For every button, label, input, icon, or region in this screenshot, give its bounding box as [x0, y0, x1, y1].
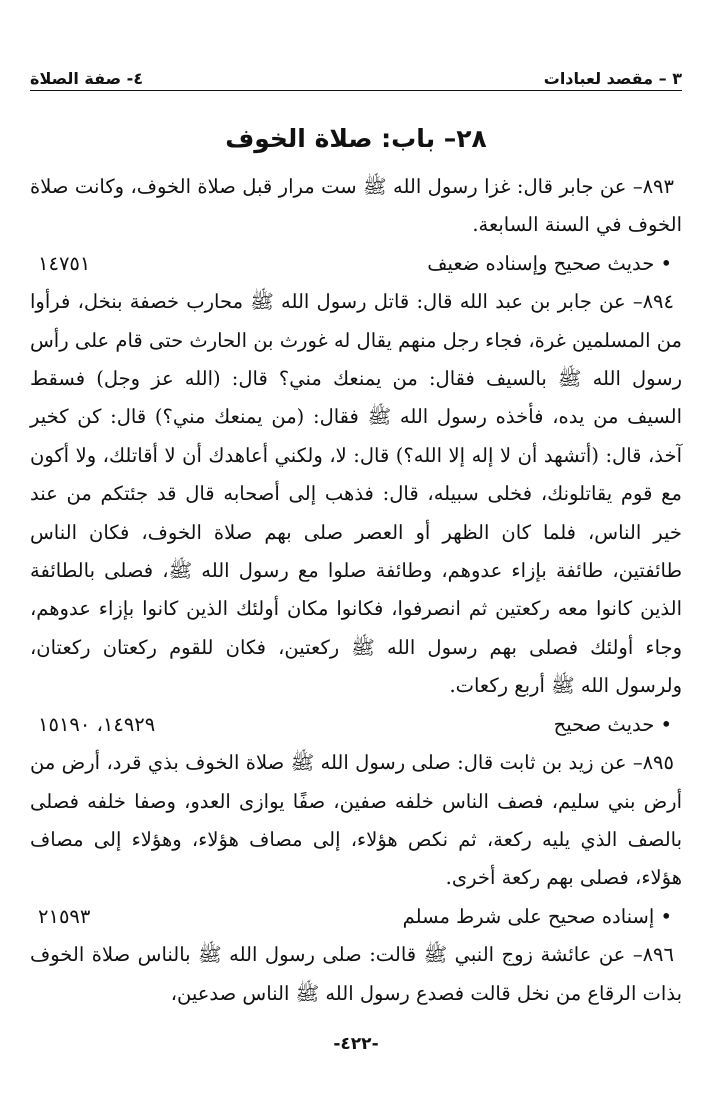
page-number: -٤٢٢-: [333, 1034, 379, 1054]
hadith-list: [30, 168, 682, 1013]
hadith-894-text: ٨٩٤– عن جابر بن عبد الله قال: قاتل رسول الله ﷺ محارب خصفة بنخل، فرأوا من المسلمين غرة، فجاء رجل منهم يقال له غورث بن الحارث حتى قام على رأس رسول الله ﷺ بالسيف فقال: من يمنعك مني؟ قال: (الله عز وجل) فسقط السيف من يده، فأخذه رسول الله ﷺ فقال: (من يمنعك مني؟) قال: كن كخير آخذ، قال: (أتشهد أن لا إله إلا الله؟) قال: لا، ولكني أعاهدك أن لا أقاتلك، ولا أكون مع قوم يقاتلونك، فخلى سبيله، قال: فذهب إلى أصحابه قال قد جئتكم من عند خير الناس، فلما كان الظهر أو العصر صلى بهم صلاة الخوف، فكان الناس طائفتين، طائفة بإزاء عدوهم، وطائفة صلوا مع رسول الله ﷺ، فصلى بالطائفة الذين كانوا معه ركعتين ثم انصرفوا، فكانوا مكان أولئك الذين كانوا بإزاء عدوهم، وجاء أولئك فصلى بهم رسول الله ﷺ ركعتين، فكان للقوم ركعتان ركعتان، ولرسول الله ﷺ أربع ركعات.: [30, 290, 682, 698]
hadith-895-grading-row: [30, 898, 682, 936]
hadith-894-grading: • حديث صحيح: [553, 712, 672, 736]
hadith-896-text: ٨٩٦– عن عائشة زوج النبي ﷺ قالت: صلى رسول الله ﷺ بالناس صلاة الخوف بذات الرقاع من نخل قالت فصدع رسول الله ﷺ الناس صدعين،: [30, 943, 682, 1005]
hadith-893-reference: ١٤٧٥١: [38, 251, 91, 275]
chapter-title: ٢٨– باب: صلاة الخوف: [225, 124, 487, 153]
header-chapter-title: ٤- صفة الصلاة: [30, 69, 144, 88]
hadith-894-grading-row: [30, 706, 682, 744]
running-header: [30, 58, 682, 88]
hadith-895-grading: • إسناده صحيح على شرط مسلم: [402, 904, 672, 928]
hadith-895-text: ٨٩٥– عن زيد بن ثابت قال: صلى رسول الله ﷺ صلاة الخوف بذي قرد، أرض من أرض بني سليم، فصف الناس خلفه صفين، صفًا يوازى العدو، وصفا خلفه فصلى بالصف الذي يليه ركعة، ثم نكص هؤلاء، إلى مصاف هؤلاء، وهؤلاء إلى مصاف هؤلاء، فصلى بهم ركعة أخرى.: [30, 751, 682, 890]
hadith-893-grading-row: [30, 245, 682, 283]
hadith-895-reference: ٢١٥٩٣: [38, 904, 91, 928]
header-divider: [30, 90, 682, 91]
hadith-893-text: ٨٩٣– عن جابر قال: غزا رسول الله ﷺ ست مرار قبل صلاة الخوف، وكانت صلاة الخوف في السنة السابعة.: [30, 175, 682, 237]
header-section-title: ٣ – مقصد لعبادات: [543, 69, 682, 88]
hadith-893-grading: • حديث صحيح وإسناده ضعيف: [427, 251, 672, 275]
hadith-894-reference: ١٤٩٢٩، ١٥١٩٠: [38, 712, 156, 736]
